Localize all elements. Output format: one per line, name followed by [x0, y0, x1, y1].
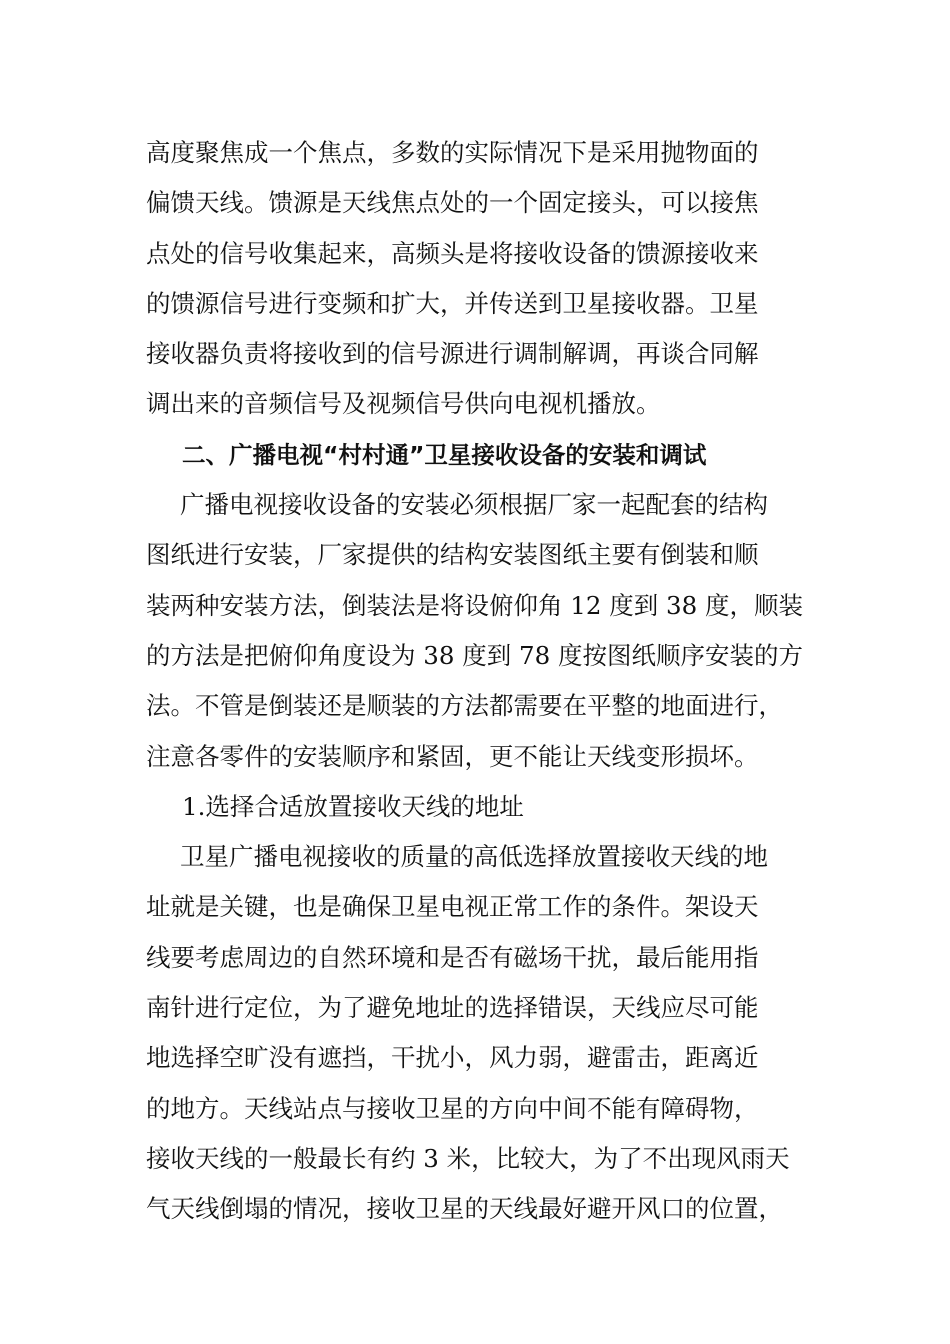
- body-line: 的馈源信号进行变频和扩大，并传送到卫星接收器。卫星: [146, 288, 759, 318]
- body-line: 注意各零件的安装顺序和紧固，更不能让天线变形损坏。: [146, 741, 759, 771]
- body-line: 气天线倒塌的情况，接收卫星的天线最好避开风口的位置，: [146, 1194, 783, 1224]
- body-line: 址就是关键，也是确保卫星电视正常工作的条件。架设天: [146, 892, 759, 922]
- paragraph-first-line: 卫星广播电视接收的质量的高低选择放置接收天线的地: [180, 842, 768, 872]
- subsection-heading: 1.选择合适放置接收天线的地址: [182, 791, 524, 821]
- body-line: 线要考虑周边的自然环境和是否有磁场干扰，最后能用指: [146, 942, 759, 972]
- body-line: 调出来的音频信号及视频信号供向电视机播放。: [146, 389, 661, 419]
- paragraph-first-line: 广播电视接收设备的安装必须根据厂家一起配套的结构: [180, 490, 768, 520]
- body-line: 的方法是把俯仰角度设为 38 度到 78 度按图纸顺序安装的方: [146, 640, 803, 670]
- body-line: 地选择空旷没有遮挡，干扰小，风力弱，避雷击，距离近: [146, 1043, 759, 1073]
- body-line: 装两种安装方法，倒装法是将设俯仰角 12 度到 38 度，顺装: [146, 590, 803, 620]
- body-line: 高度聚焦成一个焦点，多数的实际情况下是采用抛物面的: [146, 138, 759, 167]
- body-line: 偏馈天线。馈源是天线焦点处的一个固定接头，可以接焦: [146, 188, 759, 218]
- body-line: 的地方。天线站点与接收卫星的方向中间不能有障碍物，: [146, 1093, 759, 1123]
- body-line: 图纸进行安装，厂家提供的结构安装图纸主要有倒装和顺: [146, 540, 759, 570]
- section-heading: 二、广播电视“村村通”卫星接收设备的安装和调试: [182, 440, 707, 469]
- body-line: 法。不管是倒装还是顺装的方法都需要在平整的地面进行，: [146, 691, 783, 721]
- body-line: 南针进行定位，为了避免地址的选择错误，天线应尽可能: [146, 993, 759, 1023]
- body-line: 点处的信号收集起来，高频头是将接收设备的馈源接收来: [146, 238, 759, 268]
- document-body: [146, 128, 814, 1235]
- body-line: 接收器负责将接收到的信号源进行调制解调，再谈合同解: [146, 339, 759, 369]
- body-line: 接收天线的一般最长有约 3 米，比较大，为了不出现风雨天: [146, 1143, 790, 1173]
